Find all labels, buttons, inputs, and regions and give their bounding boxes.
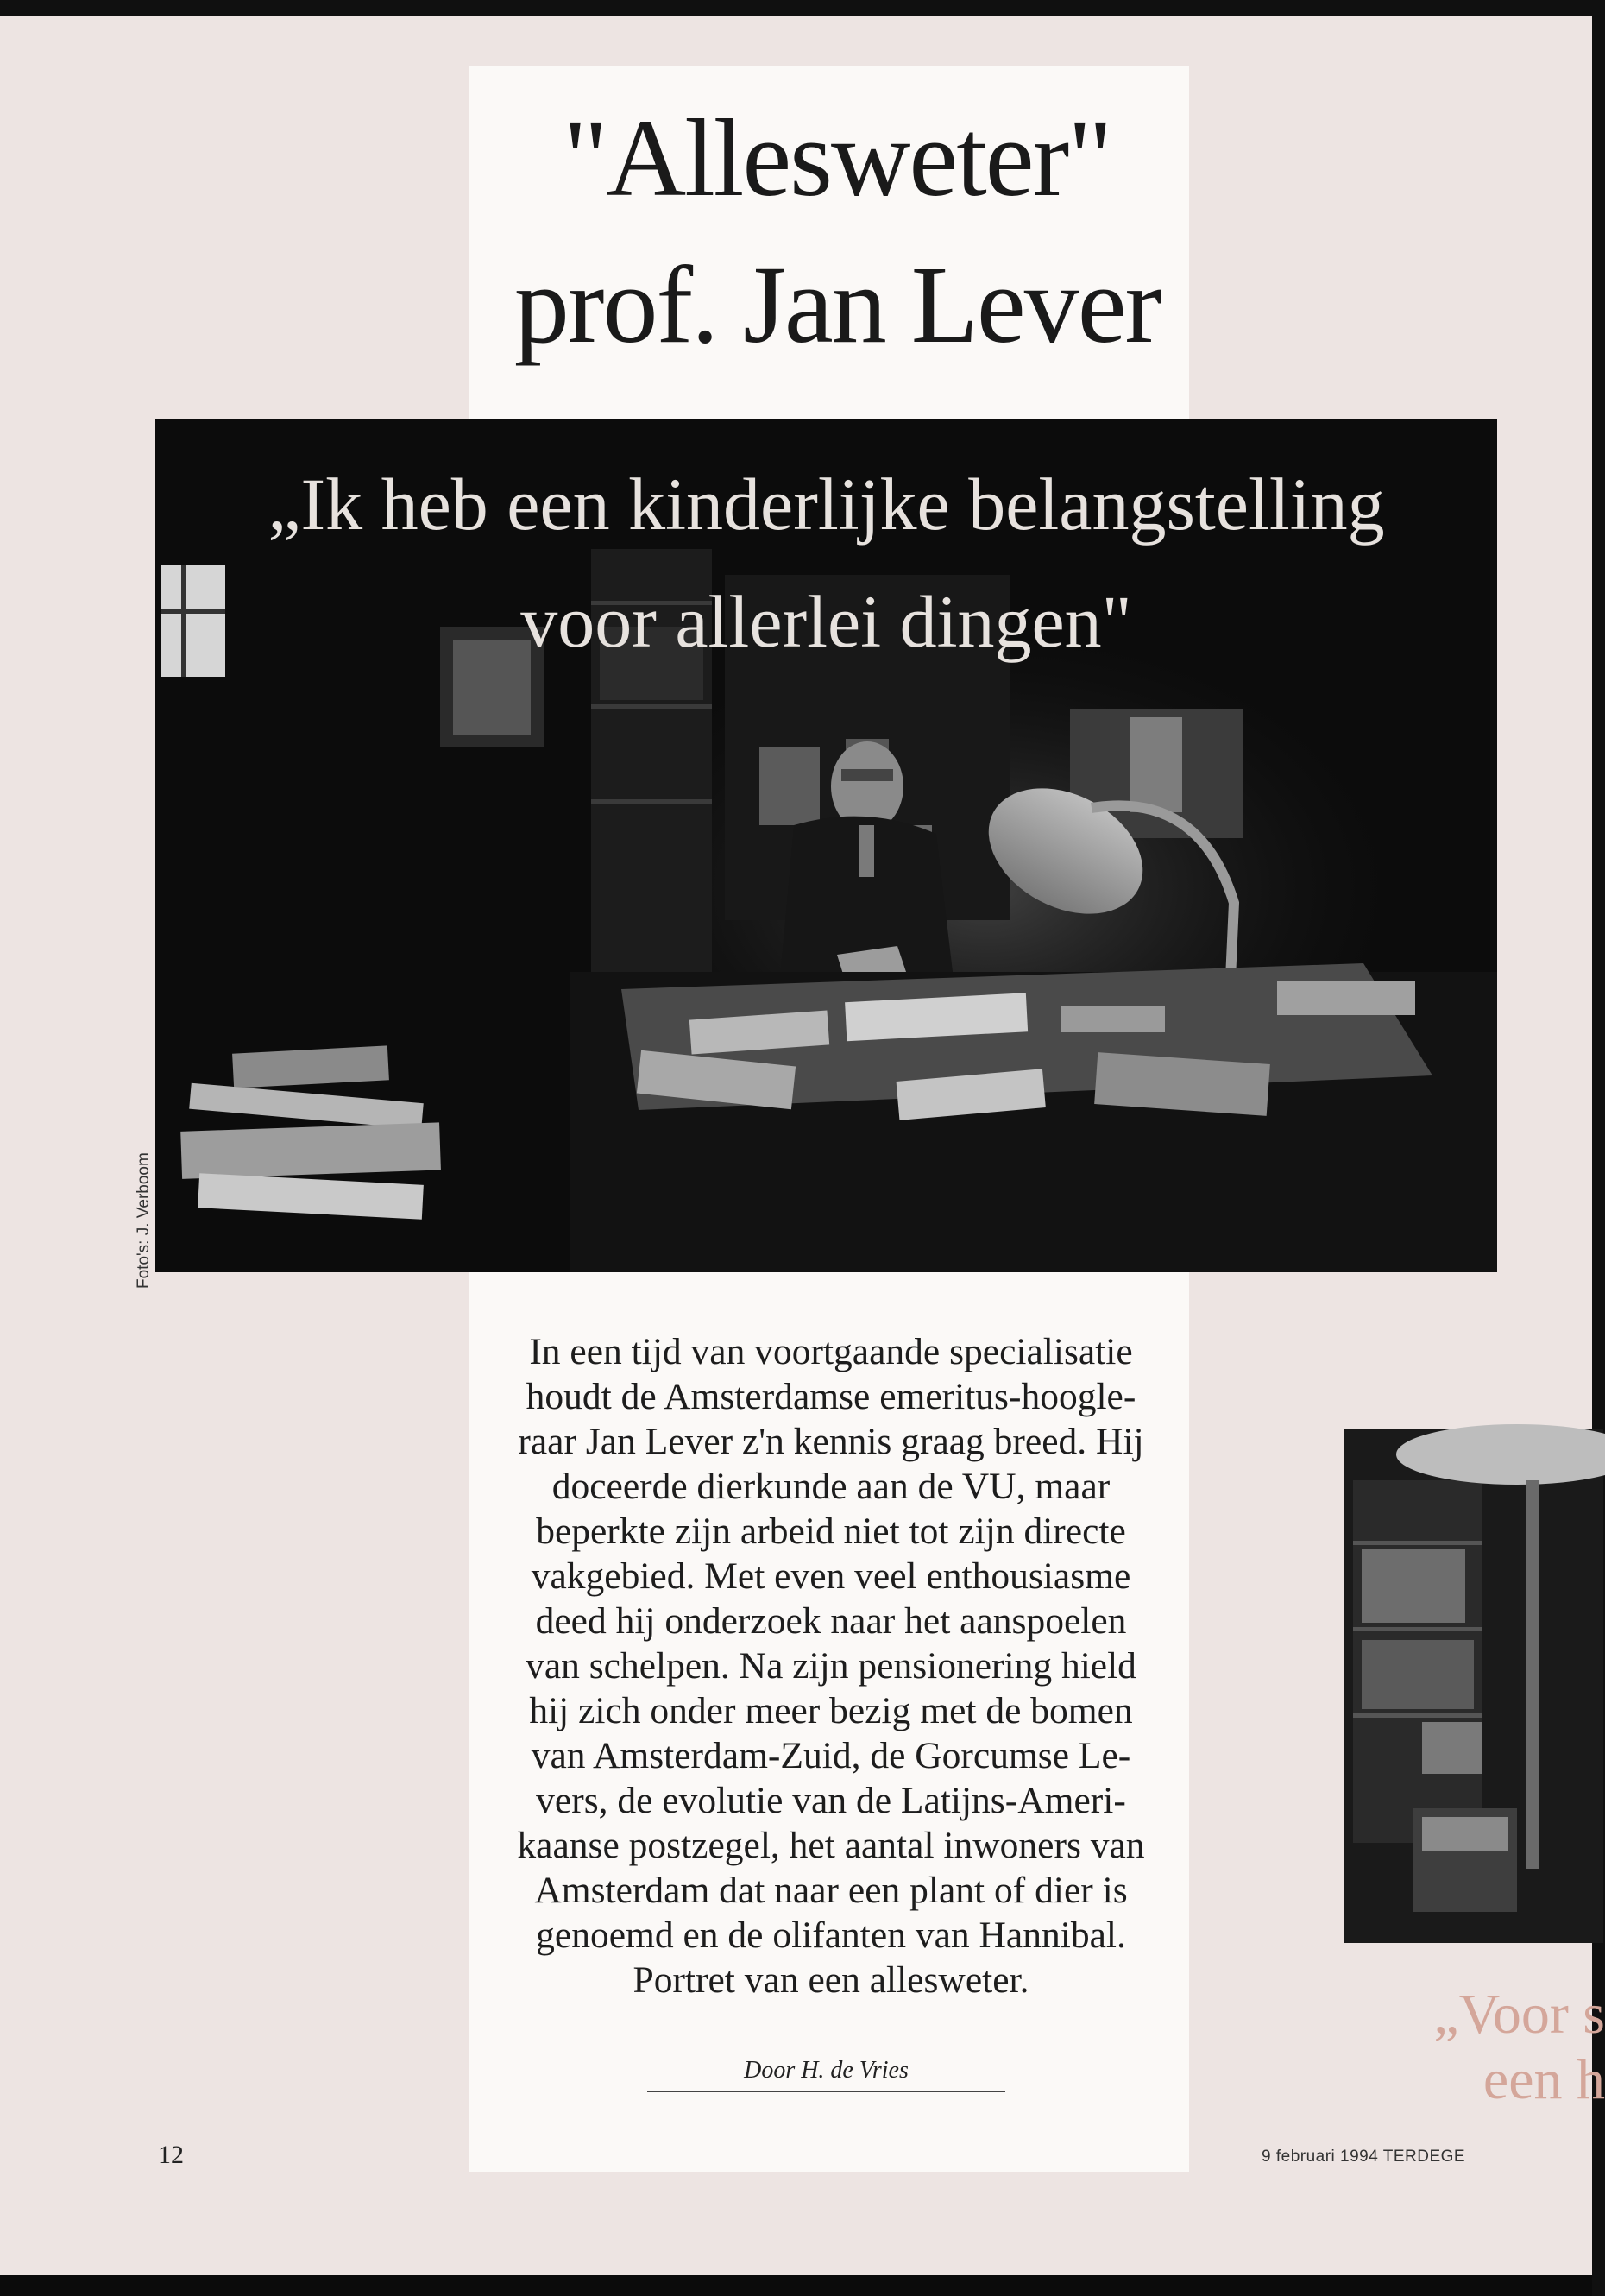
pull-quote-line-2: voor allerlei dingen" <box>520 580 1132 663</box>
magazine-page <box>0 16 1605 2275</box>
page-number: 12 <box>158 2141 184 2169</box>
side-pull-quote-line-1: „Voor s <box>1433 1983 1605 2046</box>
intro-line: van Amsterdam-Zuid, de Gorcumse Le- <box>531 1735 1131 1776</box>
side-pull-quote <box>1381 1982 1605 2113</box>
intro-line: van schelpen. Na zijn pensionering hield <box>526 1645 1136 1687</box>
intro-line: Amsterdam dat naar een plant of dier is <box>534 1870 1128 1911</box>
intro-line: deed hij onderzoek naar het aanspoelen <box>535 1600 1127 1642</box>
issue-footer: 9 februari 1994 TERDEGE <box>1262 2148 1466 2166</box>
photo-credit: Foto's: J. Verboom <box>135 1152 153 1289</box>
intro-line: Portret van een allesweter. <box>633 1959 1029 2001</box>
intro-line: kaanse postzegel, het aantal inwoners van <box>517 1825 1145 1866</box>
side-photo <box>1344 1429 1603 1943</box>
scan-border <box>0 2275 1592 2296</box>
intro-line: genoemd en de olifanten van Hannibal. <box>536 1914 1126 1956</box>
intro-line: vers, de evolutie van de Latijns-Ameri- <box>536 1780 1126 1821</box>
intro-line: vakgebied. Met even veel enthousiasme <box>531 1555 1131 1597</box>
intro-line: In een tijd van voortgaande specialisatie <box>529 1331 1133 1372</box>
intro-line: doceerde dierkunde aan de VU, maar <box>551 1466 1111 1507</box>
headline <box>371 85 1303 378</box>
pull-quote <box>155 445 1497 680</box>
photo-study-with-lamp <box>1344 1429 1603 1943</box>
intro-line: hij zich onder meer bezig met de bomen <box>529 1690 1133 1731</box>
intro-line: raar Jan Lever z'n kennis graag breed. Hij <box>518 1421 1144 1462</box>
side-pull-quote-line-2: een h <box>1482 2048 1605 2111</box>
headline-line-2: prof. Jan Lever <box>513 243 1161 366</box>
author-byline: Door H. de Vries <box>647 2057 1005 2092</box>
intro-line: beperkte zijn arbeid niet tot zijn directe <box>536 1511 1126 1552</box>
main-photo <box>155 419 1497 1272</box>
intro-paragraph <box>473 1329 1189 2003</box>
headline-line-1: "Allesweter" <box>563 97 1111 219</box>
pull-quote-line-1: „Ik heb een kinderlijke belangstelling <box>268 463 1385 546</box>
intro-line: houdt de Amsterdamse emeritus-hoogle- <box>526 1376 1136 1417</box>
